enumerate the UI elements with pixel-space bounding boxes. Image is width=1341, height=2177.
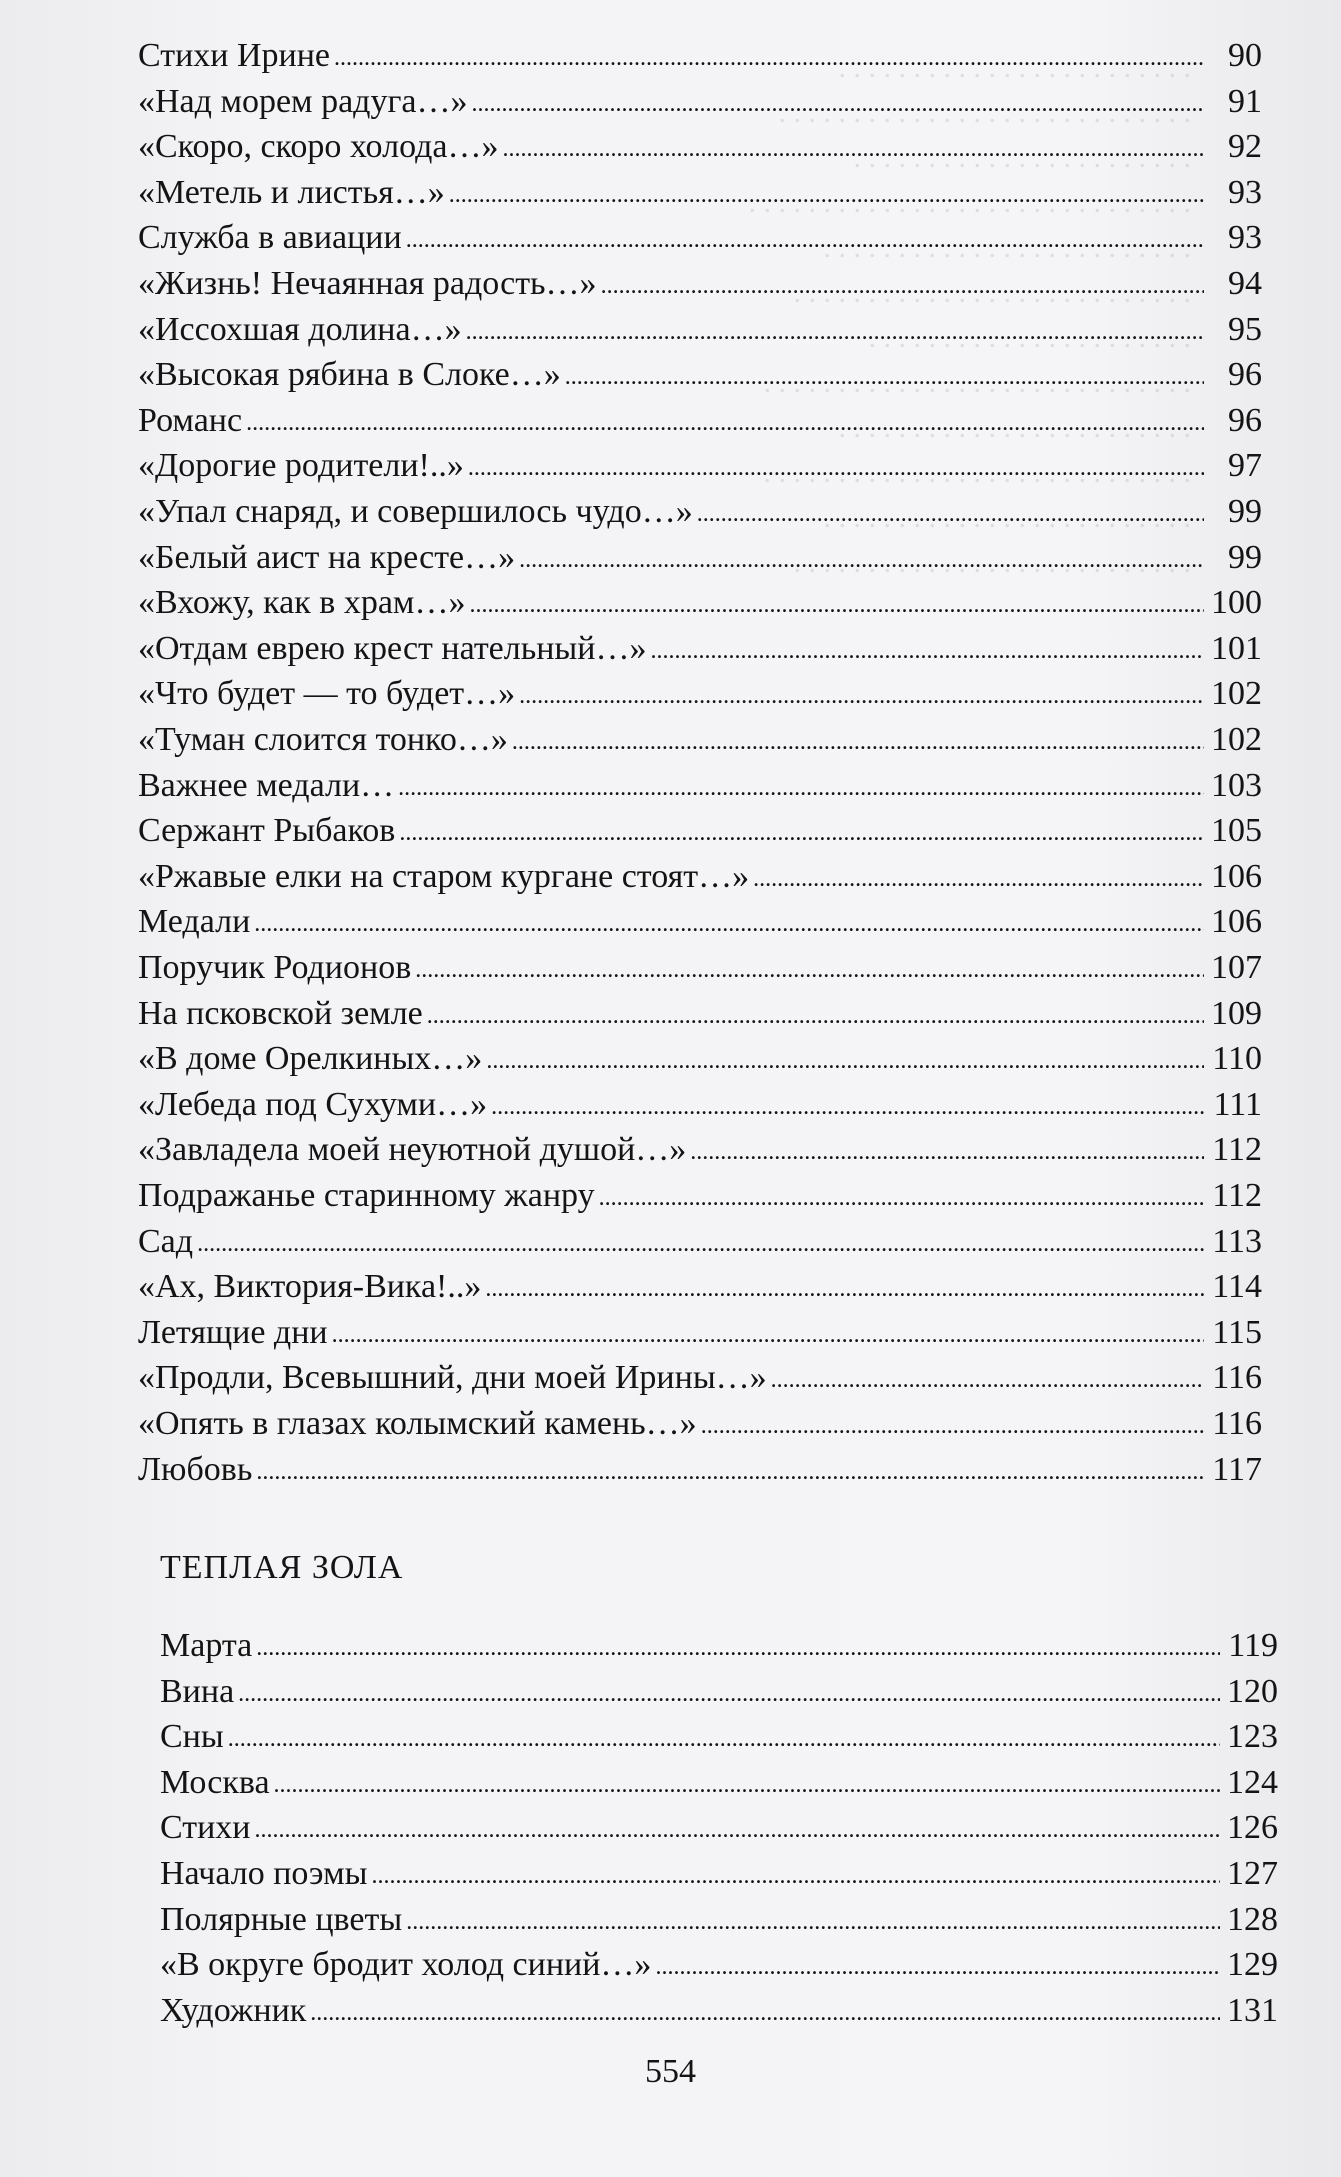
show-through-text: . . . . . . . . . . . . . . . . . . . . . . . . . . . . . . . . . . . . . . . . . . . . . . . . . . . . . . . . . . . . . . . . . . . . . . . . . . . . . . . . . . . . . . . . . . . . . . . . . . . . . . . . . . . . . . . . . . . . . . . . . . . . . . . . . . . . . . . . . . . . . . . . . . . . . . . . . . . . . . . . . . . . . . . . . . . . . . . . . . . . . . . . . . . . . . . . . . . . . . . . . . . . . . . . . . . . . . . . . . . . . . . . . . . . . . . . . . . . . . . . . . . . . . . . . . . . . . . . . . . . . . . . . . . . . . . . . . . . . . . . . . . . . . . . . . . . . . . . . . . . . . . . . . . . . . . . . bbox=[748, 51, 1191, 579]
toc-entry bbox=[138, 896, 1262, 942]
dot-leader bbox=[701, 1404, 1204, 1444]
toc-entry-title: Марта bbox=[160, 1627, 253, 1664]
toc-entry-page: 127 bbox=[1227, 1855, 1278, 1892]
dot-leader bbox=[254, 1808, 1220, 1848]
toc-entry-title: «Завладела моей неуютной душой…» bbox=[138, 1131, 687, 1169]
toc-entry-page: 105 bbox=[1211, 812, 1262, 850]
toc-entry-title: «Туман слоится тонко…» bbox=[138, 721, 508, 758]
toc-entry bbox=[138, 851, 1262, 897]
toc-entry-title: Любовь bbox=[138, 1450, 253, 1488]
dot-leader bbox=[406, 218, 1204, 258]
dot-leader bbox=[334, 36, 1204, 76]
toc-entry bbox=[138, 76, 1262, 122]
toc-entry-page: 97 bbox=[1228, 447, 1262, 485]
toc-entry bbox=[138, 304, 1262, 350]
toc-entry-page: 92 bbox=[1228, 128, 1262, 166]
dot-leader bbox=[491, 1085, 1204, 1125]
toc-entry-title: Важнее медали… bbox=[138, 766, 395, 804]
toc-entry-page: 103 bbox=[1211, 766, 1262, 804]
dot-leader bbox=[512, 720, 1204, 760]
toc-entry bbox=[138, 1033, 1262, 1079]
toc-entry-page: 115 bbox=[1212, 1313, 1262, 1351]
dot-leader bbox=[519, 674, 1204, 714]
toc-entry-page: 106 bbox=[1211, 857, 1262, 895]
dot-leader bbox=[310, 1991, 1220, 2031]
toc-entry-title: Романс bbox=[138, 401, 243, 439]
toc-entry-page: 102 bbox=[1211, 675, 1262, 713]
toc-entry-page: 111 bbox=[1213, 1085, 1262, 1123]
toc-entry-page: 113 bbox=[1212, 1222, 1262, 1260]
dot-leader bbox=[469, 583, 1204, 623]
toc-entry-title: Художник bbox=[160, 1991, 307, 2029]
toc-entry-title: «Дорогие родители!..» bbox=[138, 447, 464, 485]
toc-entry-title: «Жизнь! Нечаянная радость…» bbox=[138, 265, 597, 302]
toc-entry bbox=[138, 349, 1262, 395]
toc-entry bbox=[138, 577, 1262, 623]
toc-entry-page: 90 bbox=[1228, 37, 1262, 74]
toc-entry bbox=[160, 1757, 1278, 1803]
dot-leader bbox=[601, 264, 1204, 304]
toc-entry-title: Стихи Ирине bbox=[138, 37, 331, 74]
toc-entry bbox=[138, 1398, 1262, 1444]
toc-entry-page: 96 bbox=[1228, 401, 1262, 439]
toc-entry-title: Летящие дни bbox=[138, 1313, 328, 1351]
toc-entry bbox=[138, 1124, 1262, 1170]
dot-leader bbox=[254, 902, 1204, 942]
dot-leader bbox=[519, 538, 1204, 578]
toc-entry-page: 93 bbox=[1228, 219, 1262, 257]
toc-entry-title: Сад bbox=[138, 1222, 194, 1260]
toc-entry-title: «Ах, Виктория-Вика!..» bbox=[138, 1268, 482, 1306]
dot-leader bbox=[406, 1900, 1220, 1940]
toc-entry bbox=[138, 1261, 1262, 1307]
toc-entry bbox=[138, 532, 1262, 578]
toc-entry-page: 106 bbox=[1211, 903, 1262, 941]
toc-entry-title: Медали bbox=[138, 903, 251, 941]
toc-entry-page: 126 bbox=[1227, 1809, 1278, 1847]
toc-entry bbox=[138, 988, 1262, 1034]
toc-entry-page: 109 bbox=[1211, 994, 1262, 1032]
toc-entry-page: 110 bbox=[1212, 1040, 1262, 1078]
toc-entry bbox=[138, 942, 1262, 988]
toc-entry bbox=[138, 486, 1262, 532]
toc-entry bbox=[138, 1170, 1262, 1216]
dot-leader bbox=[228, 1717, 1220, 1757]
toc-entry-page: 128 bbox=[1227, 1900, 1278, 1938]
dot-leader bbox=[655, 1945, 1220, 1985]
toc-entry bbox=[138, 395, 1262, 441]
toc-entry-page: 129 bbox=[1227, 1946, 1278, 1984]
toc-entry-page: 100 bbox=[1211, 584, 1262, 622]
toc-entry-title: Москва bbox=[160, 1763, 270, 1801]
toc-entry-page: 119 bbox=[1228, 1627, 1278, 1664]
toc-entry bbox=[138, 623, 1262, 669]
dot-leader bbox=[697, 492, 1204, 532]
toc-entry bbox=[138, 1352, 1262, 1398]
toc-entry-page: 107 bbox=[1211, 949, 1262, 986]
dot-leader bbox=[690, 1130, 1204, 1170]
toc-entry-title: «Ржавые елки на старом кургане стоят…» bbox=[138, 857, 750, 895]
toc-entry-page: 112 bbox=[1212, 1131, 1262, 1169]
dot-leader bbox=[449, 173, 1204, 213]
toc-entry bbox=[138, 1079, 1262, 1125]
toc-entry-title: «Опять в глазах колымский камень…» bbox=[138, 1405, 697, 1442]
dot-leader bbox=[771, 1358, 1204, 1398]
toc-entry-title: «Над морем радуга…» bbox=[138, 82, 468, 120]
toc-entry bbox=[160, 1666, 1278, 1712]
dot-leader bbox=[332, 1313, 1204, 1353]
toc-entry-page: 91 bbox=[1228, 82, 1262, 120]
dot-leader bbox=[753, 857, 1204, 897]
toc-entry bbox=[138, 440, 1262, 486]
toc-entry-page: 99 bbox=[1228, 538, 1262, 576]
toc-entry-page: 114 bbox=[1212, 1268, 1262, 1306]
toc-entry bbox=[138, 258, 1262, 304]
toc-entry bbox=[160, 1848, 1278, 1894]
toc-entry bbox=[160, 1939, 1278, 1985]
toc-entry bbox=[138, 1307, 1262, 1353]
toc-entry-page: 123 bbox=[1227, 1718, 1278, 1756]
toc-entry-page: 93 bbox=[1228, 173, 1262, 211]
toc-entry-page: 116 bbox=[1212, 1405, 1262, 1442]
toc-entry-title: «Лебеда под Сухуми…» bbox=[138, 1085, 488, 1123]
dot-leader bbox=[415, 948, 1204, 988]
dot-leader bbox=[399, 811, 1204, 851]
dot-leader bbox=[256, 1450, 1204, 1490]
dot-leader bbox=[486, 1039, 1204, 1079]
toc-entry bbox=[138, 805, 1262, 851]
toc-entry bbox=[138, 1444, 1262, 1490]
toc-entry-title: «Отдам еврею крест нательный…» bbox=[138, 629, 647, 667]
toc-entry-page: 99 bbox=[1228, 493, 1262, 530]
section-heading: ТЕПЛАЯ ЗОЛА bbox=[160, 1549, 404, 1586]
toc-entry-title: Полярные цветы bbox=[160, 1900, 403, 1938]
toc-entry-page: 131 bbox=[1227, 1991, 1278, 2029]
toc-entry-title: «Упал снаряд, и совершилось чудо…» bbox=[138, 493, 693, 530]
toc-entry-title: Сны bbox=[160, 1718, 224, 1756]
toc-entry-title: Подражанье старинному жанру bbox=[138, 1177, 595, 1214]
toc-entry-title: «Иссохшая долина…» bbox=[138, 310, 462, 348]
toc-entry bbox=[160, 1985, 1278, 2031]
toc-entry bbox=[138, 30, 1262, 76]
toc-entry-title: Вина bbox=[160, 1672, 235, 1710]
toc-entry-title: «Вхожу, как в храм…» bbox=[138, 584, 466, 622]
toc-entry-title: Сержант Рыбаков bbox=[138, 812, 396, 850]
toc-entry-page: 94 bbox=[1228, 265, 1262, 302]
toc-entry-title: «В доме Орелкиных…» bbox=[138, 1040, 483, 1078]
dot-leader bbox=[274, 1763, 1220, 1803]
dot-leader bbox=[427, 994, 1204, 1034]
toc-entry-title: «Метель и листья…» bbox=[138, 173, 445, 211]
dot-leader bbox=[372, 1854, 1220, 1894]
toc-entry-title: Поручик Родионов bbox=[138, 949, 412, 986]
toc-entry-page: 96 bbox=[1228, 356, 1262, 394]
toc-entry bbox=[138, 1216, 1262, 1262]
toc-entry-page: 116 bbox=[1212, 1359, 1262, 1397]
toc-entry bbox=[160, 1711, 1278, 1757]
toc-entry bbox=[160, 1802, 1278, 1848]
dot-leader bbox=[256, 1626, 1220, 1666]
toc-entry-title: «Что будет — то будет…» bbox=[138, 675, 516, 713]
toc-entry-title: На псковской земле bbox=[138, 994, 423, 1032]
toc-entry-title: Стихи bbox=[160, 1809, 251, 1847]
toc-entry bbox=[138, 668, 1262, 714]
toc-entry bbox=[138, 760, 1262, 806]
toc-entry-title: «Скоро, скоро холода…» bbox=[138, 128, 499, 166]
toc-entry-title: «Белый аист на кресте…» bbox=[138, 538, 516, 576]
toc-entry-title: «Высокая рябина в Слоке…» bbox=[138, 356, 561, 394]
toc-entry-page: 124 bbox=[1227, 1763, 1278, 1801]
toc-entry-page: 95 bbox=[1228, 310, 1262, 348]
toc-entry bbox=[160, 1620, 1278, 1666]
dot-leader bbox=[466, 310, 1204, 350]
toc-entry-title: «В округе бродит холод синий…» bbox=[160, 1946, 652, 1984]
toc-entry-page: 102 bbox=[1211, 721, 1262, 758]
toc-entry bbox=[160, 1894, 1278, 1940]
dot-leader bbox=[650, 629, 1204, 669]
dot-leader bbox=[238, 1672, 1220, 1712]
dot-leader bbox=[565, 355, 1204, 395]
dot-leader bbox=[398, 766, 1204, 806]
toc-entry-title: Начало поэмы bbox=[160, 1855, 368, 1892]
toc-entry-title: Служба в авиации bbox=[138, 219, 402, 257]
page-number: 554 bbox=[645, 2053, 696, 2090]
toc-entry bbox=[138, 167, 1262, 213]
toc-entry bbox=[138, 714, 1262, 760]
toc-entry bbox=[138, 121, 1262, 167]
dot-leader bbox=[485, 1267, 1204, 1307]
toc-entry-page: 120 bbox=[1227, 1672, 1278, 1710]
dot-leader bbox=[599, 1176, 1204, 1216]
toc-entry bbox=[138, 212, 1262, 258]
dot-leader bbox=[468, 446, 1204, 486]
dot-leader bbox=[503, 127, 1205, 167]
toc-entry-page: 117 bbox=[1212, 1450, 1262, 1488]
dot-leader bbox=[246, 401, 1204, 441]
toc-entry-page: 112 bbox=[1212, 1177, 1262, 1214]
toc-entry-page: 101 bbox=[1211, 629, 1262, 667]
toc-entry-title: «Продли, Всевышний, дни моей Ирины…» bbox=[138, 1359, 767, 1397]
dot-leader bbox=[197, 1222, 1204, 1262]
dot-leader bbox=[472, 82, 1205, 122]
